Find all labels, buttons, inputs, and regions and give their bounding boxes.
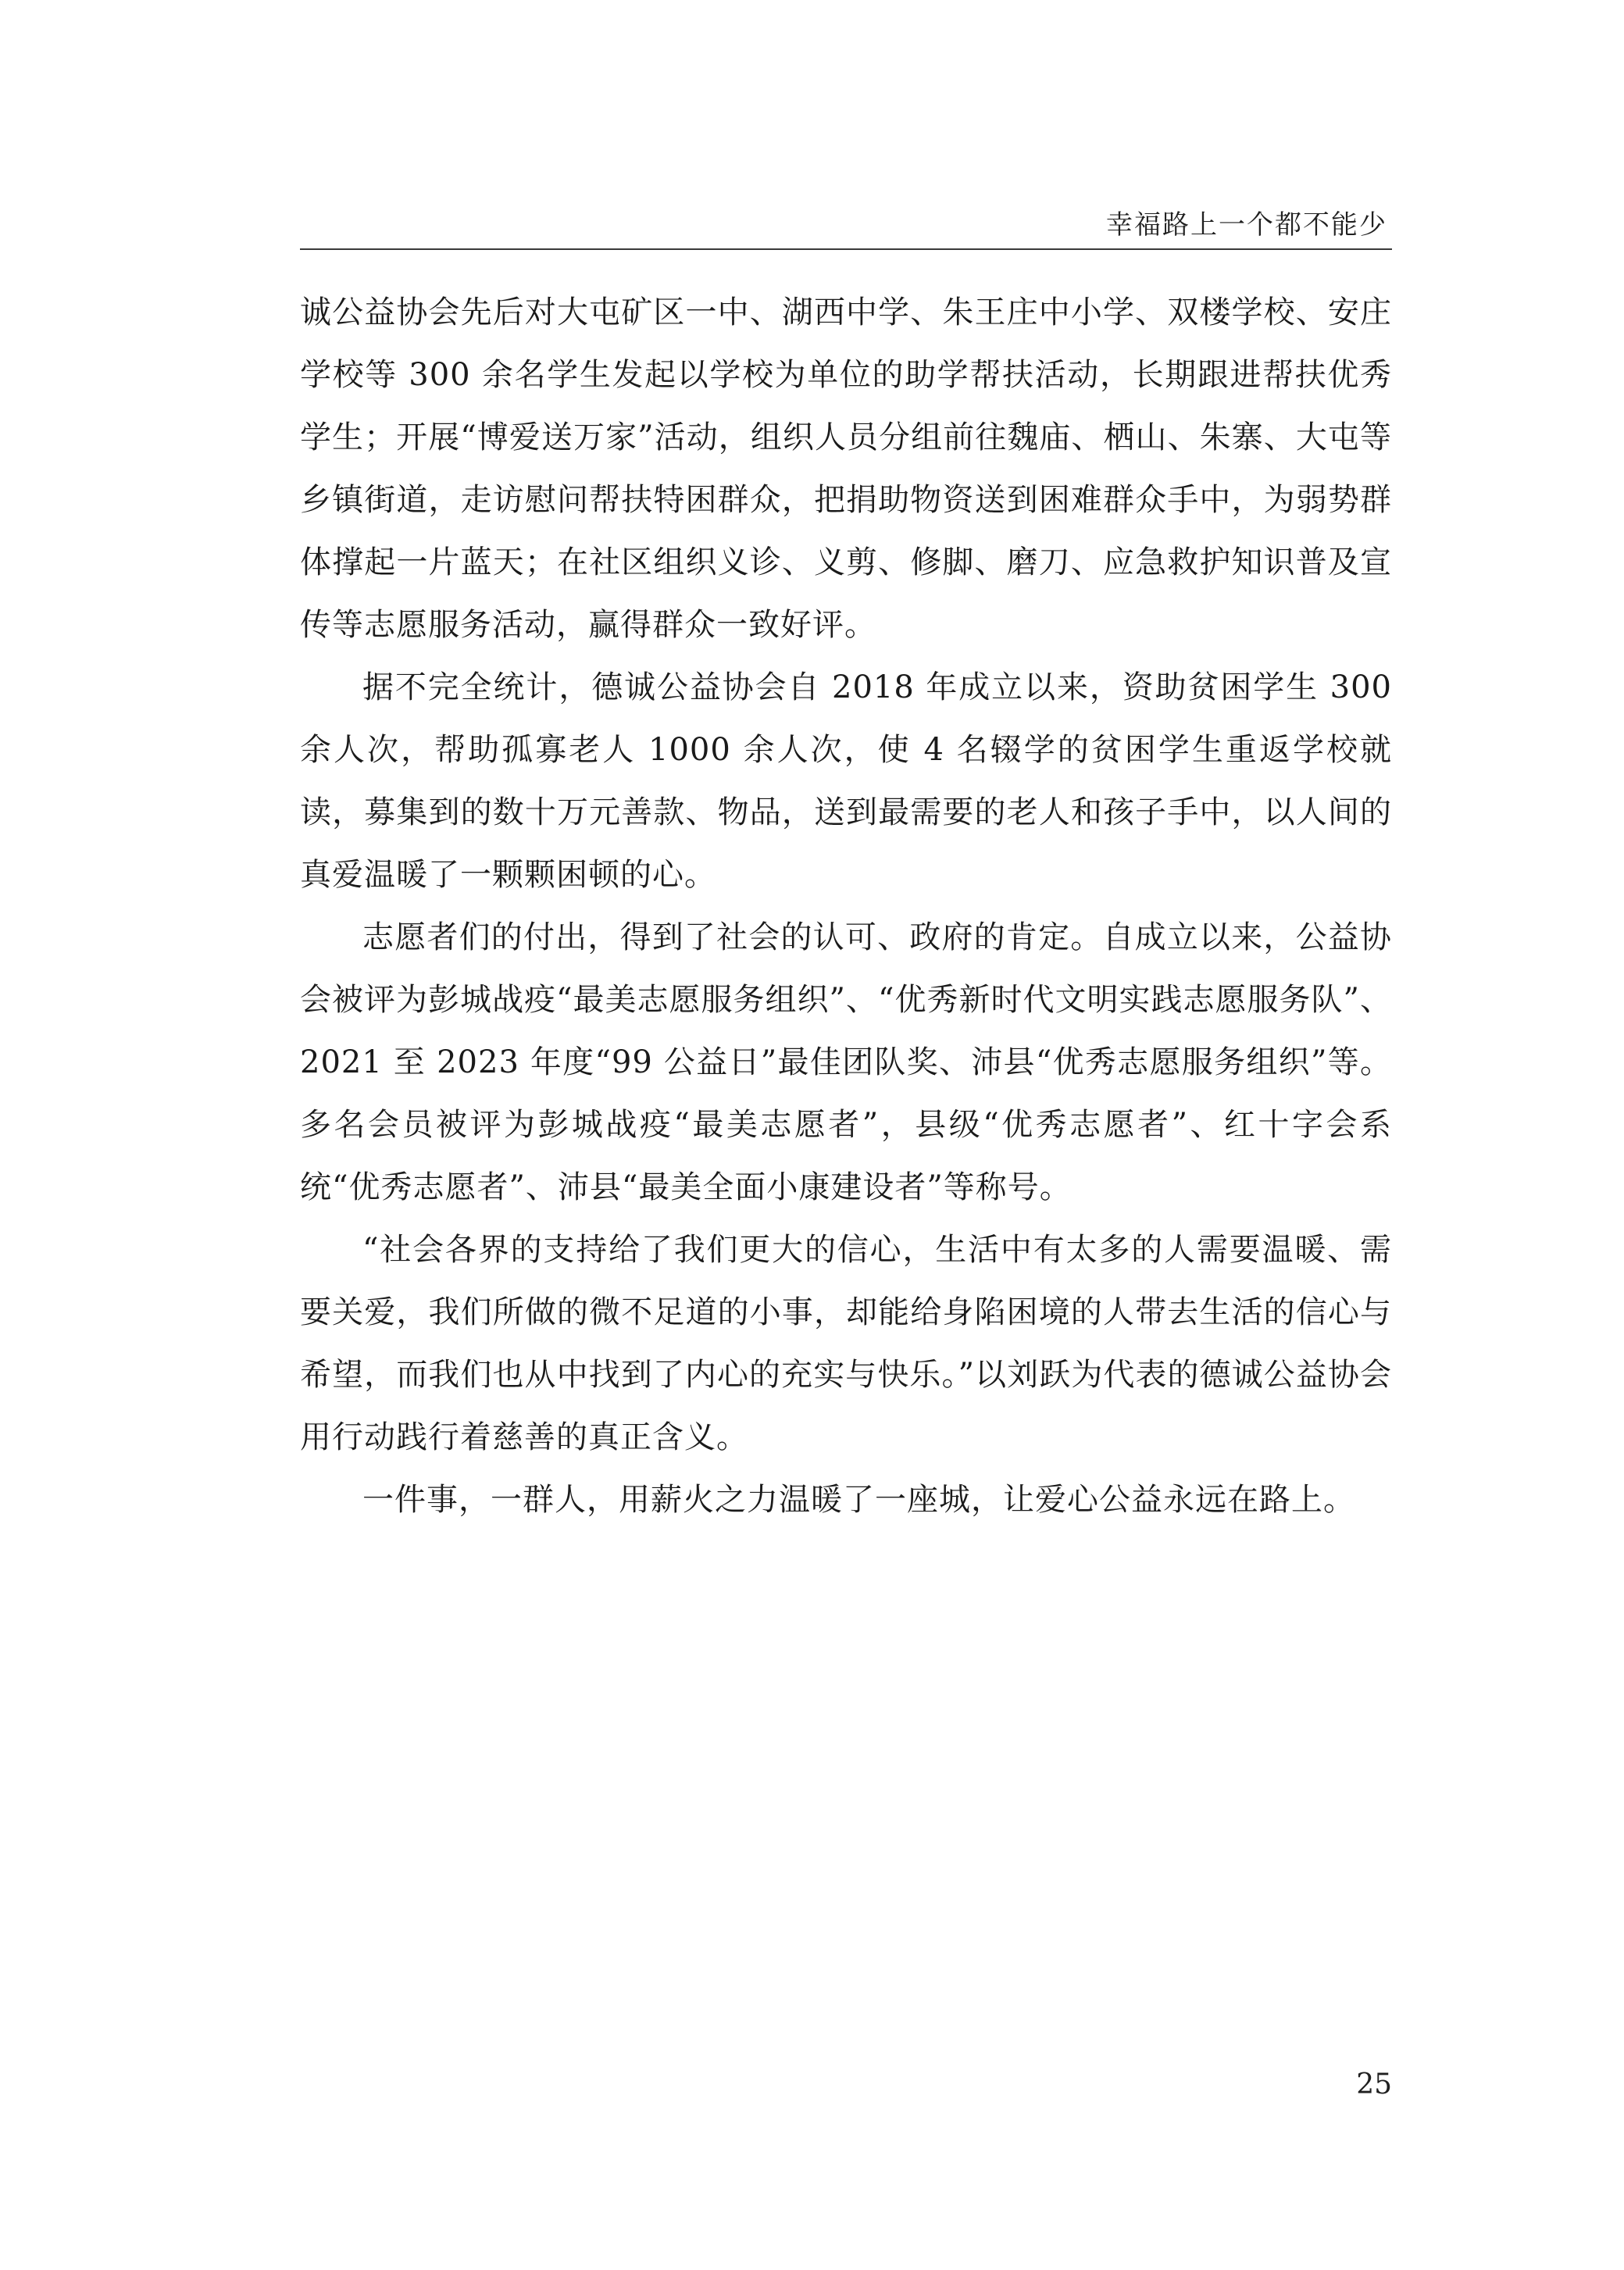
- running-header: [300, 202, 1392, 250]
- paragraph-closing: 一件事，一群人，用薪火之力温暖了一座城，让爱心公益永远在路上。: [362, 1482, 1355, 1518]
- body-text: [300, 281, 1392, 1531]
- page-number: 25: [1356, 2068, 1392, 2100]
- paragraph-honors: 志愿者们的付出，得到了社会的认可、政府的肯定。自成立以来，公益协会被评为彭城战疫“最美志愿服务组织”、“优秀新时代文明实践志愿服务队”、2021 至 2023 年度“99 公益日”最佳团队奖、沛县“优秀志愿服务组织”等。多名会员被评为彭城战疫“最美志愿者”，县级“优秀志愿者”、红十字会系统“优秀志愿者”、沛县“最美全面小康建设者”等称号。: [300, 919, 1392, 1205]
- paragraph-quote: “社会各界的支持给了我们更大的信心，生活中有太多的人需要温暖、需要关爱，我们所做的微不足道的小事，却能给身陷困境的人带去生活的信心与希望，而我们也从中找到了内心的充实与快乐。”以刘跃为代表的德诚公益协会用行动践行着慈善的真正含义。: [300, 1232, 1392, 1455]
- paragraph-continued: 诚公益协会先后对大屯矿区一中、湖西中学、朱王庄中小学、双楼学校、安庄学校等 300 余名学生发起以学校为单位的助学帮扶活动，长期跟进帮扶优秀学生；开展“博爱送万家”活动，组织人员分组前往魏庙、栖山、朱寨、大屯等乡镇街道，走访慰问帮扶特困群众，把捐助物资送到困难群众手中，为弱势群体撑起一片蓝天；在社区组织义诊、义剪、修脚、磨刀、应急救护知识普及宣传等志愿服务活动，赢得群众一致好评。: [300, 294, 1392, 643]
- paragraph-statistics: 据不完全统计，德诚公益协会自 2018 年成立以来，资助贫困学生 300 余人次，帮助孤寡老人 1000 余人次，使 4 名辍学的贫困学生重返学校就读，募集到的数十万元善款、物品，送到最需要的老人和孩子手中，以人间的真爱温暖了一颗颗困顿的心。: [300, 669, 1392, 893]
- running-header-title: 幸福路上一个都不能少: [1106, 209, 1387, 241]
